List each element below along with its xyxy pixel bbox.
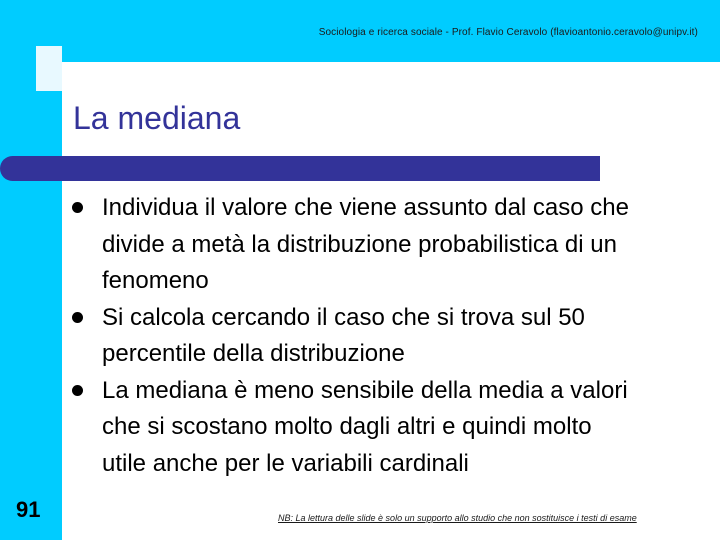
bullet-text: Individua il valore che viene assunto dal caso che divide a metà la distribuzione probabilistica di un fenomeno	[102, 194, 629, 294]
slide-number: 91	[16, 497, 41, 522]
corner-decoration	[36, 46, 62, 91]
bullet-text: Si calcola cercando il caso che si trova sul 50 percentile della distribuzione	[102, 303, 585, 367]
bullet-list	[72, 190, 632, 482]
bullet-text: La mediana è meno sensibile della media a valori che si scostano molto dagli altri e quindi molto utile anche per le variabili cardinali	[102, 376, 628, 477]
bullet-dot-icon	[72, 385, 83, 396]
bullet-item	[72, 190, 632, 300]
bullet-item	[72, 300, 632, 373]
title-underline-bar	[0, 156, 600, 181]
bullet-dot-icon	[72, 202, 83, 213]
footer-note: NB: La lettura delle slide è solo un supporto allo studio che non sostituisce i testi di esame	[278, 513, 637, 523]
bullet-item	[72, 373, 632, 483]
bullet-dot-icon	[72, 312, 83, 323]
header-note: Sociologia e ricerca sociale - Prof. Flavio Ceravolo (flavioantonio.ceravolo@unipv.it)	[318, 27, 698, 38]
slide-title: La mediana	[73, 100, 241, 136]
